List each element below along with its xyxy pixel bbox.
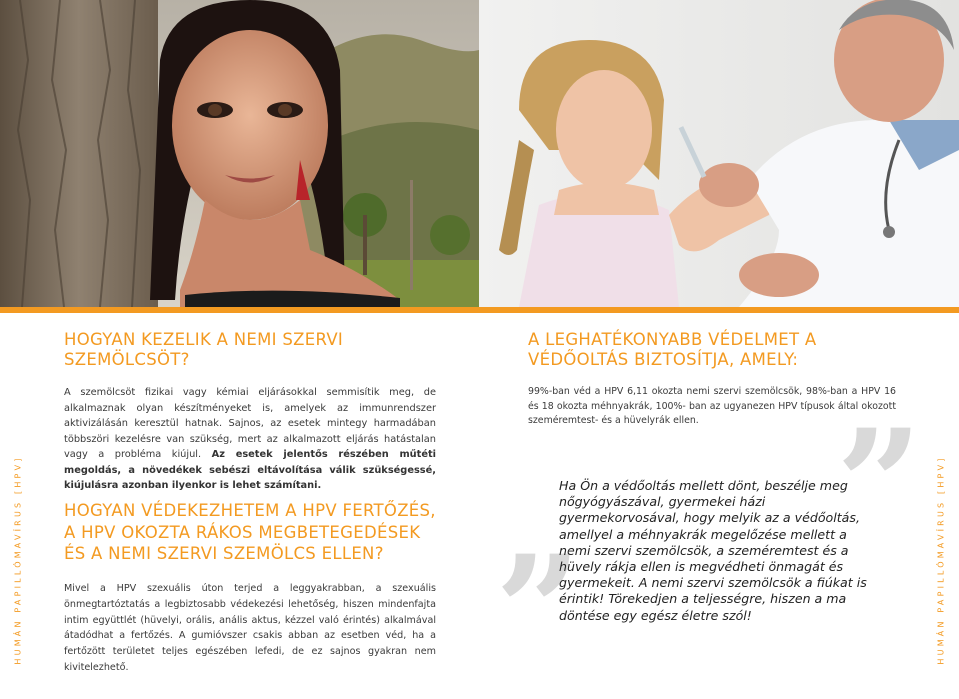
side-label-right: HUMÁN PAPILLÓMAVÍRUS [HPV] (936, 455, 946, 665)
heading-protection: HOGYAN VÉDEKEZHETEM A HPV FERTŐZÉS, A HPV OKOZTA RÁKOS MEGBETEGEDÉSEK ÉS A NEMI SZERVI SZEMÖLCS ELLEN? (64, 501, 436, 563)
heading-treatment: HOGYAN KEZELIK A NEMI SZERVI SZEMÖLCSÖT? (64, 330, 344, 369)
quote-mark-open-icon: ” (495, 523, 582, 699)
protection-paragraph: Mivel a HPV szexuális úton terjed a leggyakrabban, a szexuális önmegtartóztatás a legbiztosabb védekezési lehetőség, hiszen mindenfajta intim együttlét (hüvelyi, orális, anális aktus, kézzel való érintés) alkalmával átadódhat a fertőzés. A gumióvszer csakis abban az esetben véd, ha a fertőzött területet teljes egészében lefedi, de ez sajnos gyakran nem kivitelezhető. (64, 583, 436, 673)
recommendation-quote: Ha Ön a védőoltás mellett dönt, beszélje meg nőgyógyászával, gyermekei házi gyermekorvosával, hogy melyik az a védőoltás, amellyel a méhnyakrák megelőzése mellett a nemi szervi szemölcsök, a szeméremtest és a hüvely rákja ellen is megvédheti önmagát és gyermekeit. A nemi szervi szemölcsök a fiúkat is érintik! Törekedjen a teljességre, hiszen a ma döntése egy egész életre szól! (559, 478, 867, 623)
treatment-paragraph: A szemölcsöt fizikai vagy kémiai eljárásokkal semmisítik meg, de alkalmaznak olyan készítményeket is, amelyek az immunrendszer aktivizálásán keresztül hatnak. Sajnos, az esetek mintegy harmadában többszöri kezelésre van szükség, mert az alkalmazott eljárás hatástalan vagy a probléma kiújul. Az esetek jelentős részében műtéti megoldás, a növedékek sebészi eltávolítása válik szükségessé, kiújulásra azonban ilyenkor is lehet számítani. (64, 387, 437, 491)
quote-mark-close-icon: ” (836, 397, 923, 573)
orange-divider-bar (0, 307, 959, 313)
heading-vaccine: A LEGHATÉKONYABB VÉDELMET A VÉDŐOLTÁS BIZTOSÍTJA, AMELY: (528, 330, 817, 369)
side-label-left: HUMÁN PAPILLÓMAVÍRUS [HPV] (13, 455, 23, 665)
photo-young-woman (0, 0, 479, 307)
treatment-paragraph-bold: Az esetek jelentős részében műtéti megoldás, a növedékek sebészi eltávolítása válik szükségessé, kiújulásra azonban ilyenkor is lehet számítani. (64, 449, 437, 491)
photo-vaccination (479, 0, 959, 307)
vaccine-paragraph: 99%-ban véd a HPV 6,11 okozta nemi szervi szemölcsök, 98%-ban a HPV 16 és 18 okozta méhnyakrák, 100%- ban az ugyanezen HPV típusok által okozott szeméremtest- és a hüvelyrák ellen. (528, 386, 896, 426)
